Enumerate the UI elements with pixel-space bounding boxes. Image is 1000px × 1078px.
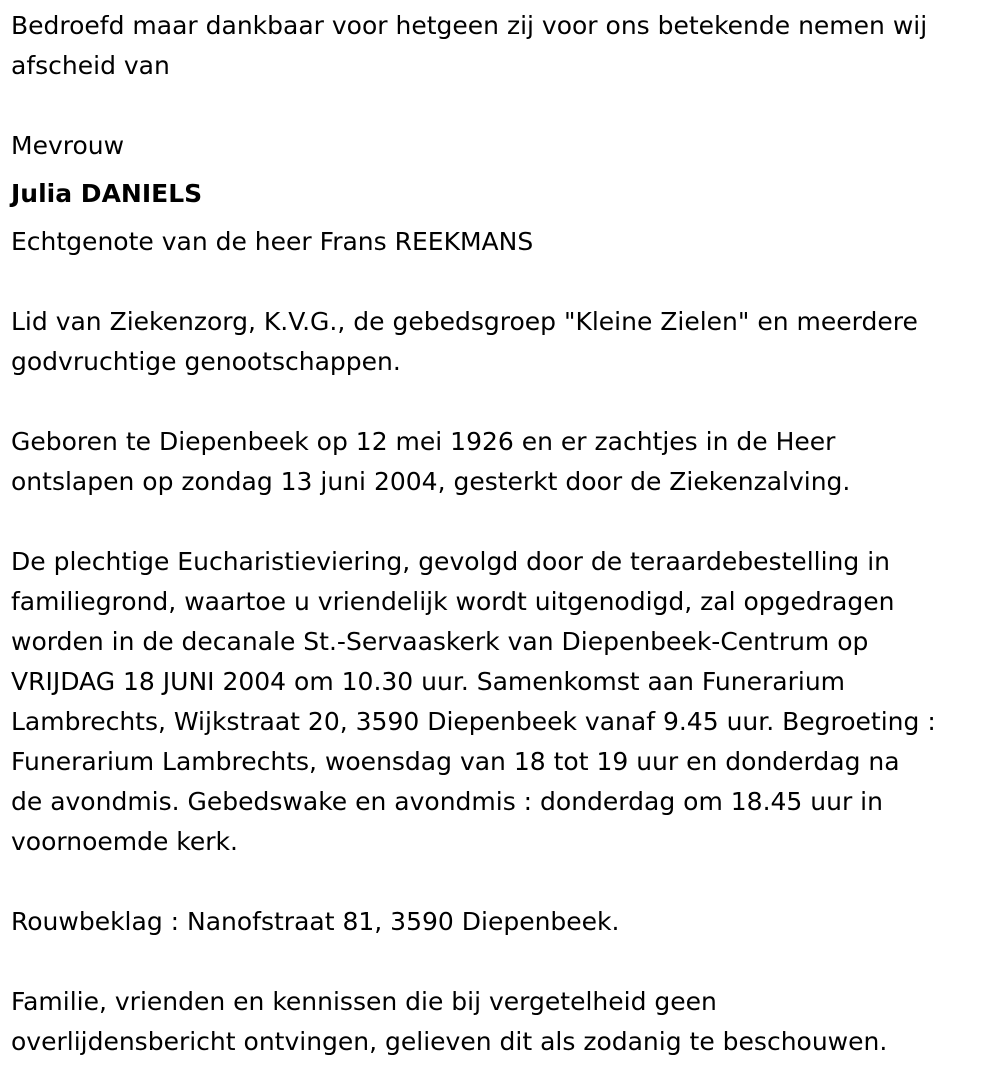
membership-line: Lid van Ziekenzorg, K.V.G., de gebedsgroep "Kleine Zielen" en meerdere (11, 307, 918, 336)
birth-death-line: ontslapen op zondag 13 juni 2004, gesterkt door de Ziekenzalving. (11, 467, 851, 496)
birth-death-line: Geboren te Diepenbeek op 12 mei 1926 en er zachtjes in de Heer (11, 427, 836, 456)
ceremony-line: VRIJDAG 18 JUNI 2004 om 10.30 uur. Samenkomst aan Funerarium (11, 667, 846, 696)
ceremony-line: worden in de decanale St.-Servaaskerk van Diepenbeek-Centrum op (11, 627, 869, 656)
ceremony-line: voornoemde kerk. (11, 827, 238, 856)
deceased-name: Julia DANIELS (11, 179, 203, 208)
intro-line: afscheid van (11, 51, 170, 80)
closing-line: overlijdensbericht ontvingen, gelieven dit als zodanig te beschouwen. (11, 1027, 888, 1056)
ceremony-line: Funerarium Lambrechts, woensdag van 18 tot 19 uur en donderdag na (11, 747, 900, 776)
ceremony-line: de avondmis. Gebedswake en avondmis : donderdag om 18.45 uur in (11, 787, 883, 816)
salutation: Mevrouw (11, 131, 125, 160)
ceremony-line: Lambrechts, Wijkstraat 20, 3590 Diepenbeek vanaf 9.45 uur. Begroeting : (11, 707, 936, 736)
closing-line: Familie, vrienden en kennissen die bij vergetelheid geen (11, 987, 717, 1016)
ceremony-line: familiegrond, waartoe u vriendelijk wordt uitgenodigd, zal opgedragen (11, 587, 895, 616)
spouse-line: Echtgenote van de heer Frans REEKMANS (11, 227, 534, 256)
condolence-address: Rouwbeklag : Nanofstraat 81, 3590 Diepenbeek. (11, 907, 620, 936)
intro-line: Bedroefd maar dankbaar voor hetgeen zij voor ons betekende nemen wij (11, 11, 928, 40)
membership-line: godvruchtige genootschappen. (11, 347, 401, 376)
ceremony-line: De plechtige Eucharistieviering, gevolgd door de teraardebestelling in (11, 547, 890, 576)
